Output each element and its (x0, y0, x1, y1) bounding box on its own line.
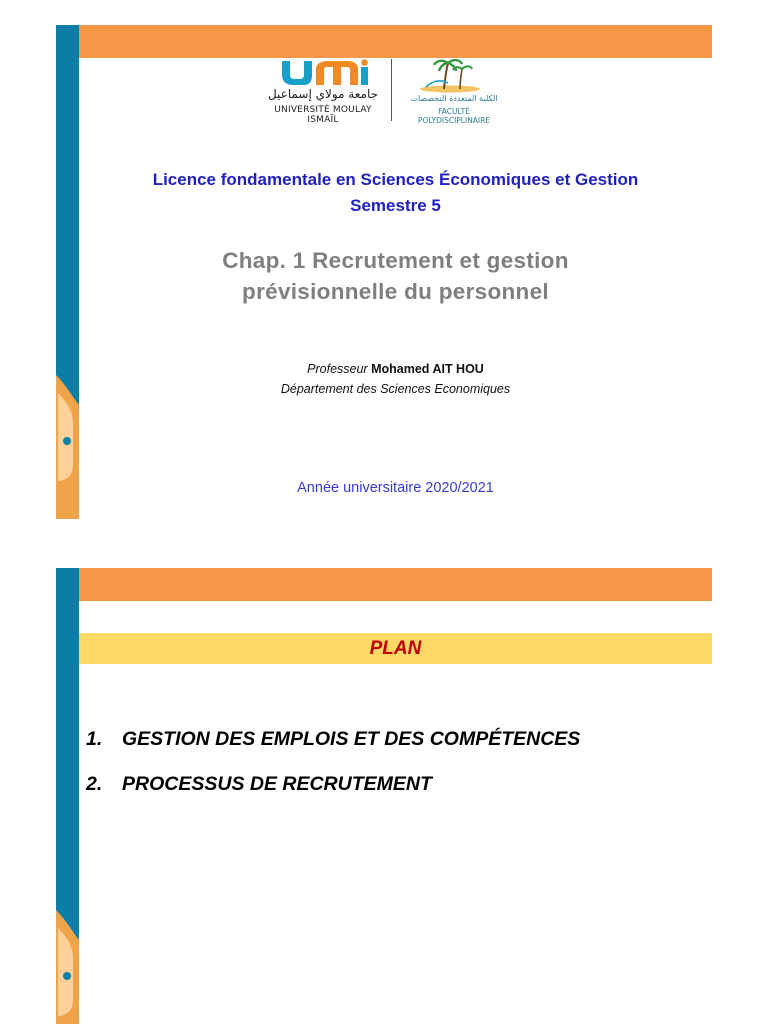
faculty-latin-name: FACULTÉ POLYDISCIPLINAIRE (417, 107, 491, 125)
side-ornament (56, 910, 79, 1024)
professor-prefix: Professeur (307, 362, 368, 376)
professor-line (79, 359, 712, 379)
chapter-line-2: prévisionnelle du personnel (242, 279, 549, 304)
semester-line: Semestre 5 (350, 196, 441, 215)
faculty-logo (402, 57, 512, 123)
plan-slide (56, 568, 712, 1024)
side-ornament (56, 375, 79, 519)
program-title (79, 167, 712, 219)
faculty-arabic-name: الكلية المتعددة التخصصات (410, 94, 498, 103)
plan-band (79, 633, 712, 664)
umi-latin-name: UNIVERSITÉ MOULAY ISMAÏL (274, 105, 372, 125)
logos-row (56, 57, 712, 127)
academic-year: Année universitaire 2020/2021 (297, 480, 494, 496)
author-block (79, 359, 712, 399)
plan-list (86, 728, 580, 818)
item-text: PROCESSUS DE RECRUTEMENT (122, 773, 432, 795)
chapter-title (79, 245, 712, 307)
palm-icon (414, 57, 494, 93)
list-item (86, 728, 580, 751)
item-number: 1. (86, 728, 103, 750)
chapter-line-1: Chap. 1 Recrutement et gestion (222, 248, 569, 273)
department: Département des Sciences Economiques (280, 382, 511, 396)
orange-band (79, 568, 712, 601)
plan-title: PLAN (369, 638, 422, 659)
licence-line: Licence fondamentale en Sciences Économiques et Gestion (152, 170, 639, 189)
logo-divider (391, 59, 392, 121)
umi-mark (278, 59, 370, 87)
list-item (86, 773, 580, 796)
professor-name: Mohamed AIT HOU (371, 362, 484, 376)
item-text: GESTION DES EMPLOIS ET DES COMPÉTENCES (122, 728, 581, 750)
item-number: 2. (86, 773, 103, 795)
umi-arabic-name: جامعة مولاي إسماعيل (267, 87, 379, 101)
title-slide (56, 25, 712, 519)
orange-band (79, 25, 712, 58)
umi-logo (260, 57, 388, 123)
